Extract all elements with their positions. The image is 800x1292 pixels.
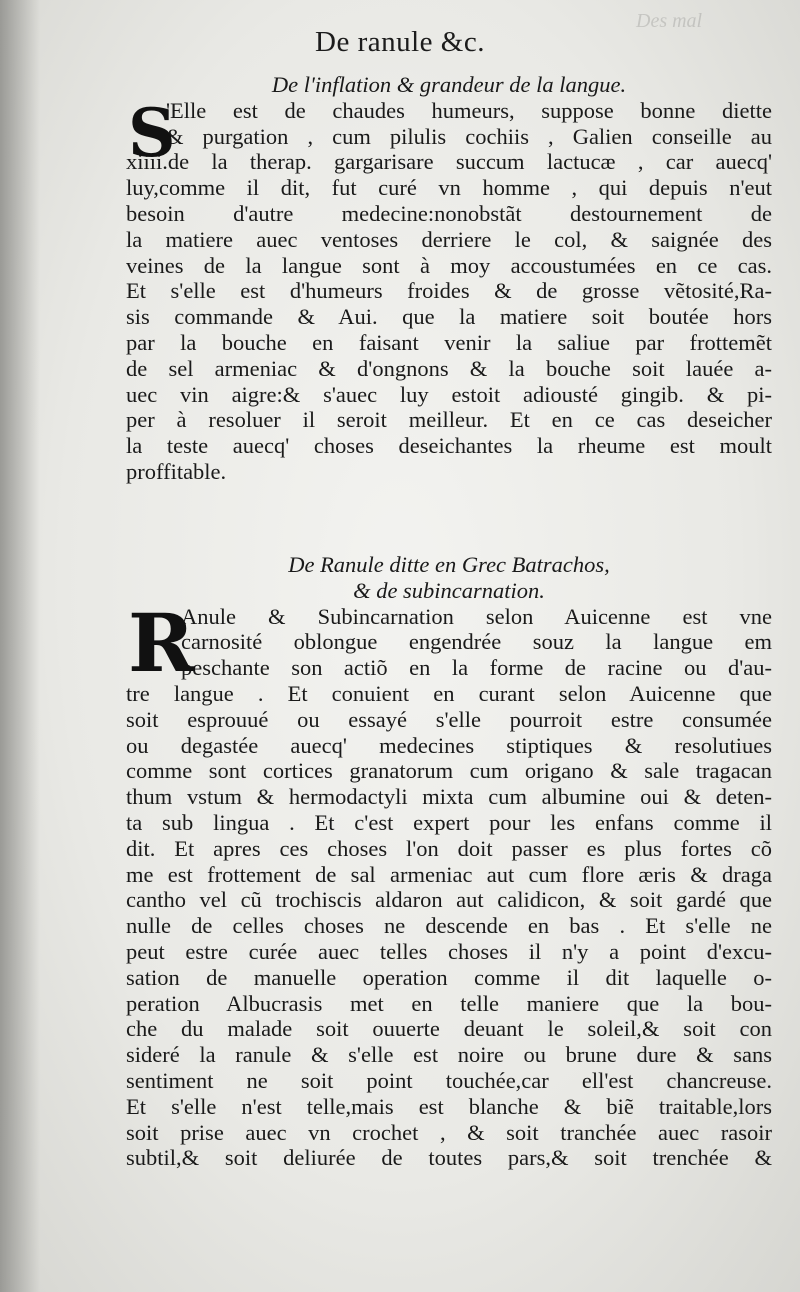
text-line: ta sub lingua . Et c'est expert pour les enfans comme il: [126, 809, 772, 835]
text-line: peschante son actiõ en la forme de racine ou d'au-: [181, 655, 772, 681]
text-line: xiiii.de la therap. gargarisare succum lactucæ , car auecq': [126, 149, 772, 175]
text-line: Anule & Subincarnation selon Auicenne est vne: [181, 603, 772, 629]
text-line: Et s'elle est d'humeurs froides & de grosse vẽtosité,Ra-: [126, 278, 772, 304]
text-line: sation de manuelle operation comme il dit laquelle o-: [126, 964, 772, 990]
text-line: 'Elle est de chaudes humeurs, suppose bonne diette: [166, 97, 772, 123]
section-heading: De l'inflation & grandeur de la langue.: [271, 72, 627, 97]
drop-cap-r: R: [128, 596, 195, 690]
text-line: sideré la ranule & s'elle est noire ou brune dure & sans: [126, 1042, 772, 1068]
page-gutter-shadow: [0, 0, 40, 1292]
text-line: thum vstum & hermodactyli mixta cum albumine oui & deten-: [126, 784, 772, 810]
text-line: la teste auecq' choses deseichantes la rheume est moult: [126, 433, 772, 459]
text-line: & purgation , cum pilulis cochiis , Galien conseille au: [166, 123, 772, 149]
text-line: veines de la langue sont à moy accoustumées en ce cas.: [126, 252, 772, 278]
text-line: tre langue . Et conuient en curant selon Auicenne que: [126, 680, 772, 706]
text-line: besoin d'autre medecine:nonobstãt destournement de: [126, 200, 772, 226]
text-line: proffitable.: [126, 458, 227, 484]
text-line: comme sont cortices granatorum cum origano & sale tragacan: [126, 758, 772, 784]
text-line: sis commande & Aui. que la matiere soit boutée hors: [126, 304, 772, 330]
drop-cap-s: S: [128, 94, 176, 172]
show-through-text: Des mal: [636, 10, 703, 32]
text-line: la matiere auec ventoses derriere le col, & saignée des: [126, 226, 772, 252]
text-line: nulle de celles choses ne descende en bas . Et s'elle ne: [126, 913, 772, 939]
text-line: me est frottement de sal armeniac aut cum flore æris & draga: [126, 861, 772, 887]
text-line: soit esprouué ou essayé s'elle pourroit estre consumée: [126, 706, 772, 732]
text-line: sentiment ne soit point touchée,car ell'est chancreuse.: [126, 1067, 772, 1093]
running-header: De ranule &c.: [315, 26, 485, 58]
text-line: che du malade soit ouuerte deuant le soleil,& soit con: [126, 1016, 772, 1042]
text-line: par la bouche en faisant venir la saliue par frottemẽt: [126, 329, 772, 355]
text-line: soit prise auec vn crochet , & soit tranchée auec rasoir: [126, 1119, 772, 1145]
section-ranule: [126, 552, 772, 1171]
section-inflation: [126, 72, 772, 485]
text-line: peration Albucrasis met en telle maniere que la bou-: [126, 990, 772, 1016]
section-body: [126, 596, 772, 1172]
section-body: [126, 94, 772, 485]
text-line: Et s'elle n'est telle,mais est blanche & biẽ traitable,lors: [126, 1093, 772, 1119]
section-heading-line-1: De Ranule ditte en Grec Batrachos,: [288, 552, 610, 577]
text-line: peut estre curée auec telles choses il n'y a point d'excu-: [126, 938, 772, 964]
text-line: subtil,& soit deliurée de toutes pars,& soit trenchée &: [126, 1145, 772, 1171]
section-heading-line-2: & de subincarnation.: [353, 577, 545, 603]
text-line: ou degastée auecq' medecines stiptiques & resolutiues: [126, 732, 772, 758]
text-line: carnosité oblongue engendrée souz la langue em: [181, 629, 772, 655]
text-line: dit. Et apres ces choses l'on doit passer es plus fortes cõ: [126, 835, 772, 861]
text-line: de sel armeniac & d'ongnons & la bouche soit lauée a-: [126, 355, 772, 381]
text-line: cantho vel cũ trochiscis aldaron aut calidicon, & soit gardé que: [126, 887, 772, 913]
text-line: uec vin aigre:& s'auec luy estoit adiousté gingib. & pi-: [126, 381, 772, 407]
text-line: luy,comme il dit, fut curé vn homme , qui depuis n'eut: [126, 175, 772, 201]
text-line: per à resoluer il seroit meilleur. Et en ce cas deseicher: [126, 407, 772, 433]
